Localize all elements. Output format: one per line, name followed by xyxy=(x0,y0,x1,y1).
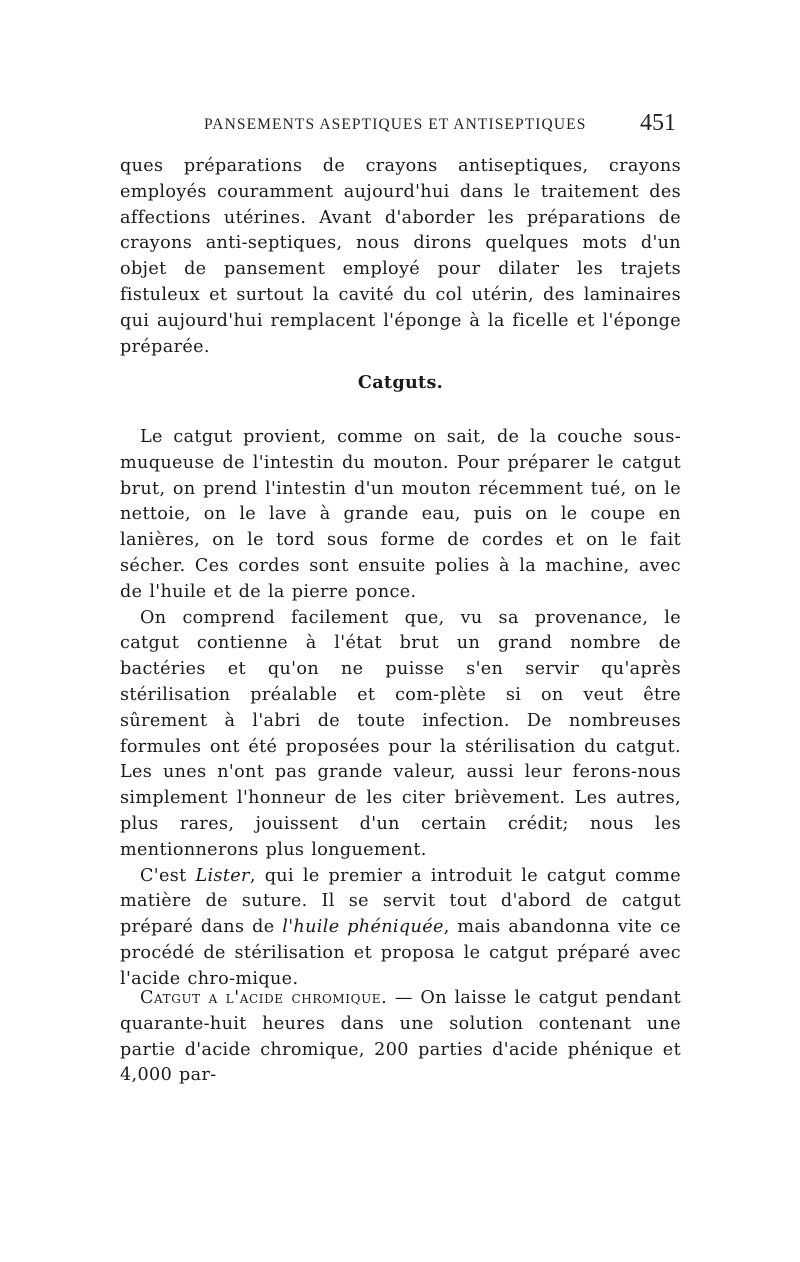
paragraph-sterilization: On comprend facilement que, vu sa provenance, le catgut contienne à l'état brut un grand nombre de bactéries et qu'on ne puisse s'en servir qu'après stérilisation préalable et com-plète si on veut être sûrement à l'abri de toute infection. De nombreuses formules ont été proposées pour la stérilisation du catgut. Les unes n'ont pas grande valeur, aussi leur ferons-nous simplement l'honneur de les citer brièvement. Les autres, plus rares, jouissent d'un certain crédit; nous les mentionnerons plus longuement. xyxy=(120,607,681,860)
section-body xyxy=(120,425,681,993)
lister-text-1: C'est xyxy=(140,865,196,886)
lister-name: Lister xyxy=(195,865,250,886)
intro-block xyxy=(120,154,681,360)
paragraph-catgut-origin: Le catgut provient, comme on sait, de la couche sous-muqueuse de l'intestin du mouton. Pour préparer le catgut brut, on prend l'intestin d'un mouton récemment tué, on le nettoie, on le lave à grande eau, puis on le coupe en lanières, on le tord sous forme de cordes et on le fait sécher. Ces cordes sont ensuite polies à la machine, avec de l'huile et de la pierre ponce. xyxy=(120,427,681,602)
paragraph-chromic xyxy=(120,986,681,1089)
running-head xyxy=(120,110,680,140)
chromic-run-in-title: Catgut a l'acide chromique. xyxy=(140,988,388,1008)
page-number: 451 xyxy=(640,110,676,136)
chromic-block xyxy=(120,986,681,1089)
lister-text-3: , mais abandonna vite ce procédé de stérilisation et proposa le catgut préparé avec l'acide chro-mique. xyxy=(120,917,681,989)
section-heading: Catguts. xyxy=(357,372,444,393)
oil-term: l'huile phéniquée xyxy=(282,917,444,938)
running-title: PANSEMENTS ASEPTIQUES ET ANTISEPTIQUES xyxy=(204,116,587,133)
paragraph-lister xyxy=(120,864,681,993)
chromic-text: — On laisse le catgut pendant quarante-huit heures dans une solution contenant une partie d'acide chromique, 200 parties d'acide phénique et 4,000 par- xyxy=(120,988,682,1086)
lister-text-2: , qui le premier a introduit le catgut comme matière de suture. Il se servit tout d'abord de catgut préparé dans de xyxy=(120,865,681,938)
intro-paragraph: ques préparations de crayons antiseptiques, crayons employés couramment aujourd'hui dans le traitement des affections utérines. Avant d'aborder les préparations de crayons anti-septiques, nous dirons quelques mots d'un objet de pansement employé pour dilater les trajets fistuleux et surtout la cavité du col utérin, des laminaires qui aujourd'hui remplacent l'éponge à la ficelle et l'éponge préparée. xyxy=(120,156,681,357)
